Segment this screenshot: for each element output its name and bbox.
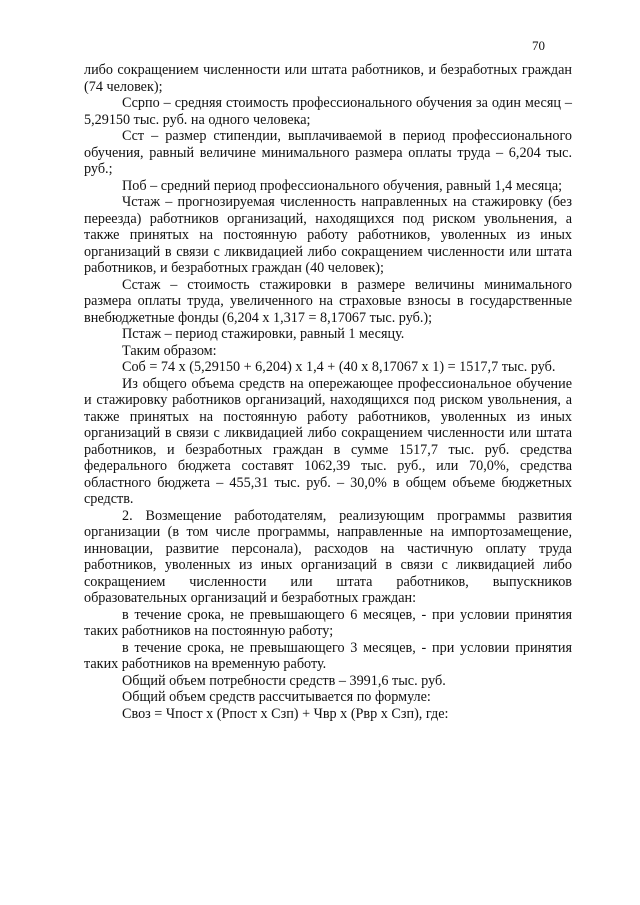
paragraph-5: Чстаж – прогнозируемая численность направленных на стажировку (без переезда) работников организаций, находящихся под риском увольнения, а также принятых на постоянную работу работников, уволенных из иных организаций в связи с ликвидацией либо сокращением численности или штата работников, и безработных граждан (40 человек); — [84, 194, 572, 276]
paragraph-1: либо сокращением численности или штата работников, и безработных граждан (74 человек); — [84, 62, 572, 95]
paragraph-3: Сст – размер стипендии, выплачиваемой в период профессионального обучения, равный величине минимального размера оплаты труда – 6,204 тыс. руб.; — [84, 128, 572, 177]
paragraph-13: в течение срока, не превышающего 3 месяцев, - при условии принятия таких работников на временную работу. — [84, 639, 572, 672]
formula-sob: Соб = 74 х (5,29150 + 6,204) х 1,4 + (40 х 8,17067 х 1) = 1517,7 тыс. руб. — [122, 359, 556, 375]
paragraph-10: Из общего объема средств на опережающее профессиональное обучение и стажировку работников организаций, находящихся под риском увольнения, а также принятых на постоянную работу работников, уволенных из иных организаций в связи с ликвидацией либо сокращением численности или штата работников, и безработных граждан в сумме 1517,7 тыс. руб. средства федерального бюджета составят 1062,39 тыс. руб., или 70,0%, средства областного бюджета – 455,31 тыс. руб. – 30,0% в общем объеме бюджетных средств. — [84, 375, 572, 507]
paragraph-14: Общий объем потребности средств – 3991,6 тыс. руб. — [122, 672, 446, 689]
paragraph-2: Ссрпо – средняя стоимость профессионального обучения за один месяц – 5,29150 тыс. руб. на одного человека; — [84, 95, 572, 128]
paragraph-4: Поб – средний период профессионального обучения, равный 1,4 месяца; — [122, 177, 563, 194]
formula-svoz: Своз = Чпост х (Рпост х Сзп) + Чвр х (Рвр х Сзп), где: — [122, 705, 449, 722]
page-body — [84, 62, 572, 722]
paragraph-6: Сстаж – стоимость стажировки в размере величины минимального размера оплаты труда, увеличенного на страховые взносы в государственные внебюджетные фонды (6,204 х 1,317 = 8,17067 тыс. руб.); — [84, 276, 572, 326]
paragraph-15: Общий объем средств рассчитывается по формуле: — [122, 689, 431, 705]
paragraph-11: 2. Возмещение работодателям, реализующим программы развития организации (в том числе программы, направленные на импортозамещение, инновации, развитие персонала), расходов на частичную оплату труда работников, уволенных из иных организаций в связи с ликвидацией либо сокращением численности или штата работников, выпускников образовательных организаций и безработных граждан: — [84, 507, 572, 606]
page-number: 70 — [532, 38, 545, 53]
paragraph-12: в течение срока, не превышающего 6 месяцев, - при условии принятия таких работников на постоянную работу; — [84, 606, 572, 639]
paragraph-7: Пстаж – период стажировки, равный 1 месяцу. — [122, 326, 405, 342]
paragraph-8: Таким образом: — [122, 342, 217, 359]
